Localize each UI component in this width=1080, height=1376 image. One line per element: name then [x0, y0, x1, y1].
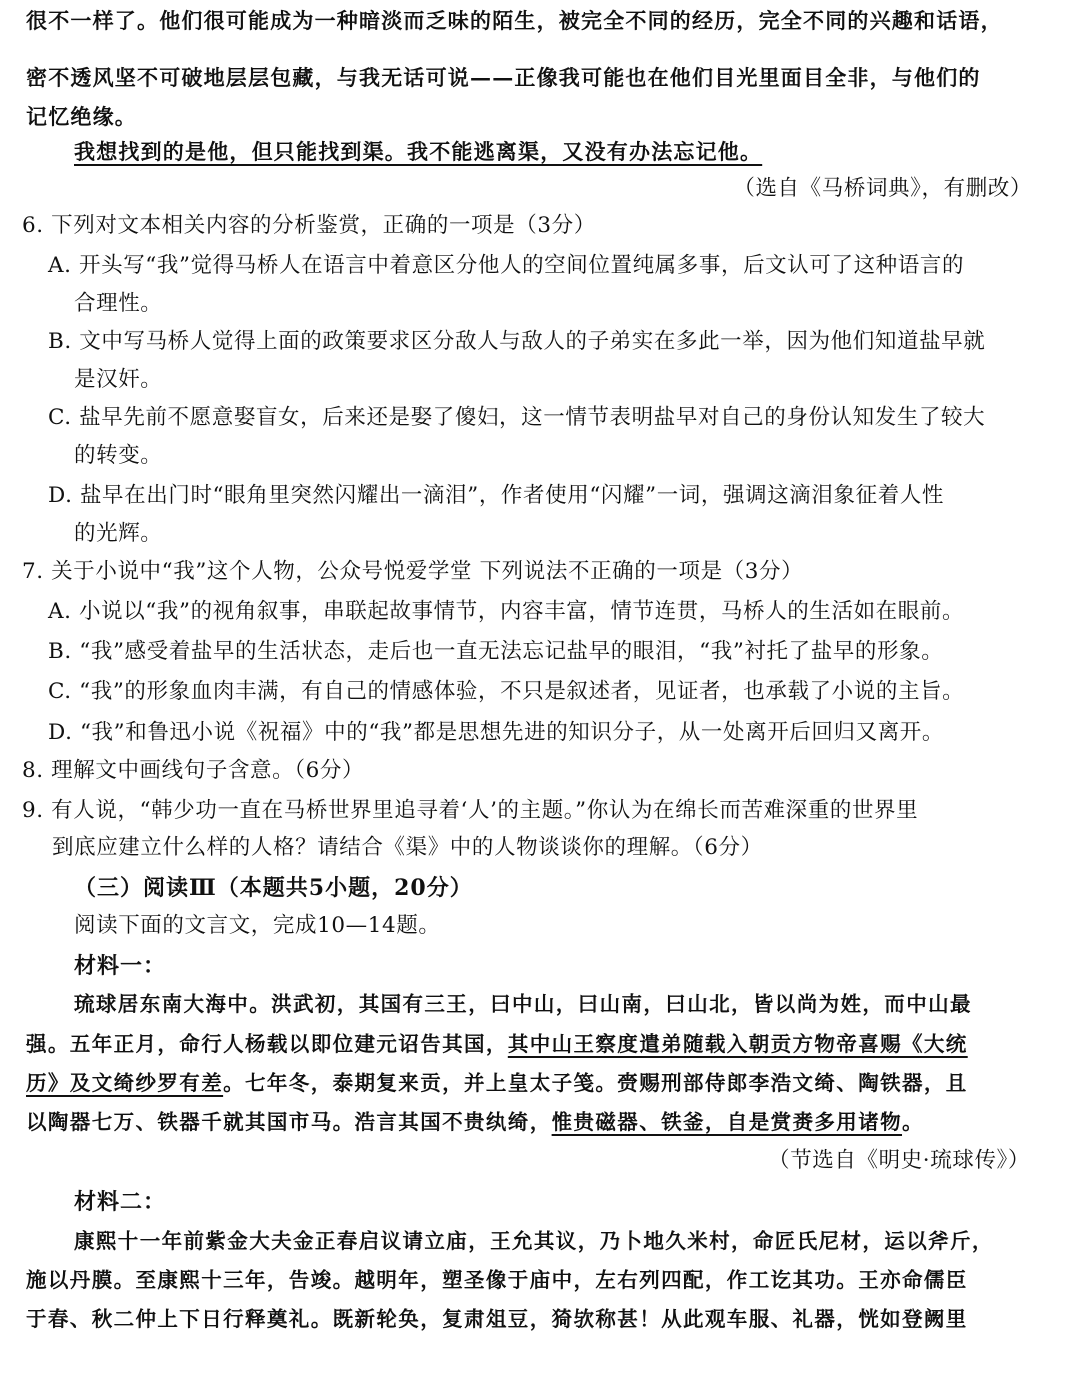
- q6-stem: 6. 下列对文本相关内容的分析鉴赏，正确的一项是（3分）: [22, 213, 596, 238]
- section-instruction: 阅读下面的文言文，完成10—14题。: [74, 913, 441, 938]
- story-line-2: 密不透风坚不可破地层层包藏，与我无话可说——正像我可能也在他们目光里面目全非，与他们的: [26, 65, 981, 90]
- material-1-line-4: [26, 1103, 924, 1141]
- q6-option-a: A. 开头写“我”觉得马桥人在语言中着意区分他人的空间位置纯属多事，后文认可了这种语言的: [48, 253, 965, 278]
- material-2-label: 材料二：: [74, 1189, 167, 1215]
- q9-line-2: 到底应建立什么样的人格？请结合《渠》中的人物谈谈你的理解。（6分）: [52, 835, 763, 860]
- m1-l4-end: 。: [902, 1110, 924, 1134]
- q6-option-a-cont: 合理性。: [74, 291, 163, 316]
- material-1-line-2: [26, 1025, 968, 1063]
- material-1-line-1: 琉球居东南大海中。洪武初，其国有三王，曰中山，曰山南，曰山北，皆以尚为姓，而中山最: [74, 992, 972, 1016]
- q7-option-b: B. “我”感受着盐早的生活状态，走后也一直无法忘记盐早的眼泪，“我”衬托了盐早的形象。: [48, 639, 944, 664]
- q8-stem: 8. 理解文中画线句子含意。（6分）: [22, 758, 365, 783]
- story-line-1: 很不一样了。他们很可能成为一种暗淡而乏味的陌生，被完全不同的经历，完全不同的兴趣和话语，: [26, 8, 1003, 33]
- q6-option-b: B. 文中写马桥人觉得上面的政策要求区分敌人与敌人的子弟实在多此一举，因为他们知道盐早就: [48, 329, 986, 354]
- q6-option-d: D. 盐早在出门时“眼角里突然闪耀出一滴泪”，作者使用“闪耀”一词，强调这滴泪象征着人性: [48, 483, 945, 508]
- q6-option-c-cont: 的转变。: [74, 443, 163, 468]
- material-1-line-3: [26, 1064, 968, 1102]
- story-line-3: 记忆绝缘。: [26, 104, 137, 129]
- q7-option-d: D. “我”和鲁迅小说《祝福》中的“我”都是思想先进的知识分子，从一处离开后回归又离开。: [48, 720, 945, 745]
- material-2-line-3: 于春、秋二仲上下日行释奠礼。既新轮奂，复肃俎豆，猗欤称甚！从此观车服、礼器，恍如登阙里: [26, 1307, 968, 1331]
- q7-option-a: A. 小说以“我”的视角叙事，串联起故事情节，内容丰富，情节连贯，马桥人的生活如在眼前。: [48, 599, 965, 624]
- q6-option-d-cont: 的光辉。: [74, 521, 163, 546]
- underlined-sentence: 我想找到的是他，但只能找到渠。我不能逃离渠，又没有办法忘记他。: [74, 139, 763, 164]
- q6-option-c: C. 盐早先前不愿意娶盲女，后来还是娶了傻妇，这一情节表明盐早对自己的身份认知发生了较大: [48, 405, 986, 430]
- m1-l4-underlined: 惟贵磁器、铁釜，自是赏赉多用诸物: [551, 1110, 903, 1134]
- material-2-line-1: 康熙十一年前紫金大夫金正春启议请立庙，王允其议，乃卜地久米村，命匠氏尼材，运以斧斤，: [74, 1229, 994, 1253]
- q7-option-c: C. “我”的形象血肉丰满，有自己的情感体验，不只是叙述者，见证者，也承载了小说的主旨。: [48, 679, 965, 704]
- q7-stem: 7. 关于小说中“我”这个人物，公众号悦爱学堂 下列说法不正确的一项是（3分）: [22, 559, 804, 584]
- m1-l3-underlined: 历》及文绮纱罗有差: [26, 1071, 224, 1095]
- m1-l2-underlined: 其中山王察度遣弟随载入朝贡方物帝喜赐《大统: [507, 1032, 968, 1056]
- material-1-label: 材料一：: [74, 953, 167, 979]
- m1-l4-plain: 以陶器七万、铁器千就其国市马。浩言其国不贵纨绮，: [26, 1110, 552, 1134]
- q9-line-1: 9. 有人说，“韩少功一直在马桥世界里追寻着‘人’的主题。”你认为在绵长而苦难深重的世界里: [22, 798, 919, 823]
- m1-l3-plain: 。七年冬，泰期复来贡，并上皇太子笺。赍赐刑部侍郎李浩文绮、陶铁器，且: [223, 1071, 968, 1095]
- m1-l2-plain: 强。五年正月，命行人杨载以即位建元诏告其国，: [26, 1032, 508, 1056]
- material-1-source: （节选自《明史·琉球传》）: [768, 1148, 1030, 1173]
- q6-option-b-cont: 是汉奸。: [74, 367, 163, 392]
- section-heading: （三）阅读Ⅲ（本题共5小题，20分）: [74, 875, 473, 901]
- material-2-line-2: 施以丹膜。至康熙十三年，告竣。越明年，塑圣像于庙中，左右列四配，作工讫其功。王亦命儒臣: [26, 1268, 968, 1292]
- story-source: （选自《马桥词典》，有删改）: [733, 176, 1032, 201]
